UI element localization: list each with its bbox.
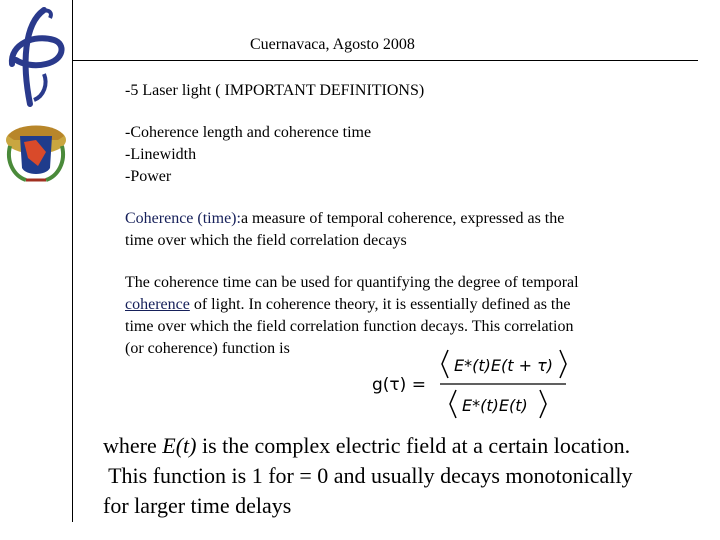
coherence-link[interactable]: coherence [125,296,190,313]
list-item-linewidth: -Linewidth [125,146,197,163]
paragraph-line-3: time over which the field correlation function decays. This correlation [125,318,574,335]
paragraph-line-1: The coherence time can be used for quantifying the degree of temporal [125,274,579,291]
formula-lhs: g(τ) = [372,375,426,395]
definition-text: a measure of temporal coherence, expressed as the [240,210,565,227]
slide-heading: -5 Laser light ( IMPORTANT DEFINITIONS) [125,82,425,99]
explanation-line-3: for larger time delays [103,493,292,518]
header-title: Cuernavaca, Agosto 2008 [250,36,415,53]
paragraph-line-2 [125,294,570,316]
coherence-function-formula [370,344,570,424]
institution-logo [4,4,66,112]
list-item-power: -Power [125,168,172,185]
explanation-suffix: is the complex electric field at a certain location. [196,433,631,458]
formula-numerator: E*(t)E(t + τ) [454,356,553,375]
definition-term: Coherence (time): [125,210,241,227]
paragraph-line-2-rest: of light. In coherence theory, it is essentially defined as the [189,296,571,313]
explanation-line-2: This function is 1 for = 0 and usually decays monotonically [103,463,633,488]
vertical-rule [72,0,73,522]
field-symbol: E(t) [162,433,197,458]
explanation-line-1 [103,430,630,462]
university-crest [2,112,70,186]
header-rule [72,60,698,61]
formula-denominator: E*(t)E(t) [462,396,528,415]
definition-line-1 [125,208,564,230]
definition-line-2: time over which the field correlation decays [125,232,407,249]
paragraph-line-4: (or coherence) function is [125,340,290,357]
explanation-prefix: where [103,433,163,458]
list-item-coherence: -Coherence length and coherence time [125,124,372,141]
